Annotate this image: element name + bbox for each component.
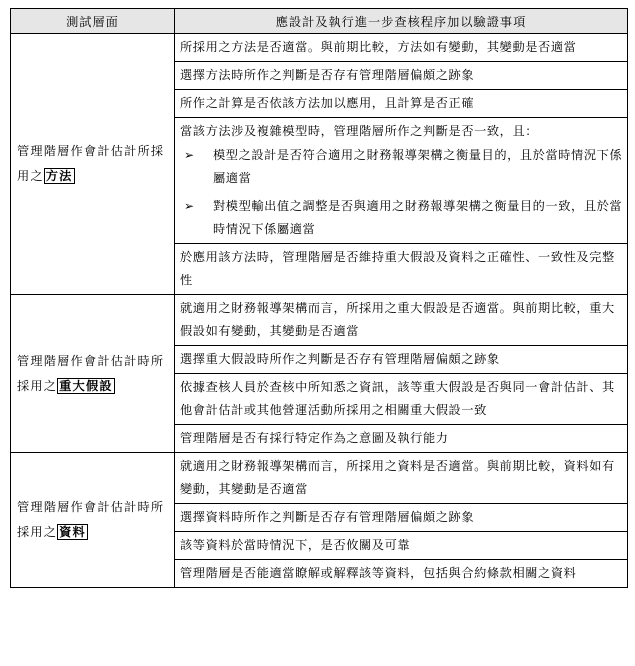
verification-items-cell <box>175 453 628 588</box>
table-row <box>11 453 628 588</box>
table-row <box>11 295 628 453</box>
verification-item <box>175 504 627 532</box>
verification-item-text: 管理階層是否有採行特定作為之意圖及執行能力 <box>180 431 449 445</box>
sub-item <box>180 144 623 190</box>
verification-item <box>175 295 627 346</box>
verification-item <box>175 346 627 374</box>
table-row <box>11 34 628 295</box>
verification-item-text: 選擇方法時所作之判斷是否存有管理階層偏頗之跡象 <box>180 68 475 82</box>
verification-table <box>10 8 628 588</box>
verification-item-text: 於應用該方法時，管理階層是否維持重大假設及資料之正確性、一致性及完整性 <box>180 250 615 287</box>
verification-item-text: 選擇重大假設時所作之判斷是否存有管理階層偏頗之跡象 <box>180 352 500 366</box>
verification-item <box>175 560 627 587</box>
verification-item <box>175 425 627 452</box>
test-aspect-cell <box>11 34 175 295</box>
arrow-bullet-icon: ➢ <box>184 199 195 213</box>
test-aspect-keyword: 重大假設 <box>59 378 113 393</box>
test-aspect-cell <box>11 295 175 453</box>
verification-item-text: 選擇資料時所作之判斷是否存有管理階層偏頗之跡象 <box>180 510 475 524</box>
verification-item <box>175 244 627 294</box>
arrow-bullet-icon: ➢ <box>184 148 195 162</box>
test-aspect-label: 管理階層作會計估計時所採用之 <box>17 500 165 539</box>
verification-item <box>175 532 627 560</box>
verification-item <box>175 374 627 425</box>
test-aspect-label: 管理階層作會計估計時所採用之 <box>17 353 165 393</box>
verification-items-cell <box>175 295 628 453</box>
verification-item-text: 就適用之財務報導架構而言，所採用之資料是否適當。與前期比較，資料如有變動，其變動是否適當 <box>180 459 615 496</box>
sub-item-text: 對模型輸出值之調整是否與適用之財務報導架構之衡量目的一致，且於當時情況下係屬適當 <box>213 199 623 236</box>
test-aspect-label: 管理階層作會計估計所採用之 <box>17 144 165 183</box>
verification-item-text: 所採用之方法是否適當。與前期比較，方法如有變動，其變動是否適當 <box>180 40 577 54</box>
verification-item <box>175 62 627 90</box>
verification-item <box>175 118 627 244</box>
header-verification-items: 應設計及執行進一步查核程序加以驗證事項 <box>175 9 628 34</box>
sub-item <box>180 195 623 241</box>
verification-item-text: 該等資料於當時情況下，是否攸關及可靠 <box>180 538 411 552</box>
verification-item-text: 管理階層是否能適當瞭解或解釋該等資料，包括與合約條款相關之資料 <box>180 566 577 580</box>
sub-item-text: 模型之設計是否符合適用之財務報導架構之衡量目的，且於當時情況下係屬適當 <box>213 148 623 185</box>
verification-item-text: 所作之計算是否依該方法加以應用，且計算是否正確 <box>180 96 475 110</box>
table-body <box>11 34 628 588</box>
verification-items-cell <box>175 34 628 295</box>
test-aspect-cell <box>11 453 175 588</box>
header-test-aspect: 測試層面 <box>11 9 175 34</box>
verification-item <box>175 34 627 62</box>
verification-item-text: 當該方法涉及複雜模型時，管理階層所作之判斷是否一致，且： <box>180 124 539 138</box>
verification-item <box>175 453 627 504</box>
header-row <box>11 9 628 34</box>
verification-item-text: 就適用之財務報導架構而言，所採用之重大假設是否適當。與前期比較，重大假設如有變動，其變動是否適當 <box>180 301 615 338</box>
test-aspect-keyword: 資料 <box>59 525 86 539</box>
verification-item-text: 依據查核人員於查核中所知悉之資訊，該等重大假設是否與同一會計估計、其他會計估計或其他營運活動所採用之相關重大假設一致 <box>180 380 615 417</box>
test-aspect-keyword: 方法 <box>45 169 73 183</box>
verification-item <box>175 90 627 118</box>
